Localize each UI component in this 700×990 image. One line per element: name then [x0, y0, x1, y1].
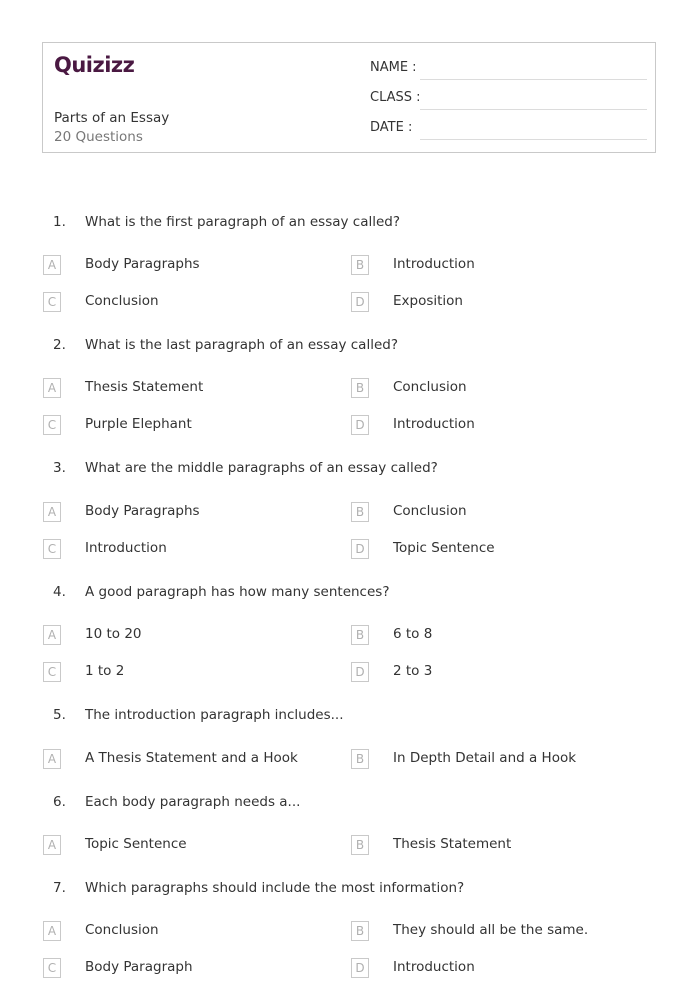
class-line [420, 109, 647, 110]
question-number: 4. [53, 584, 66, 600]
question-3 [0, 460, 700, 484]
option-letter: D [351, 415, 369, 435]
option-letter: B [351, 378, 369, 398]
option-letter: B [351, 255, 369, 275]
question-count: 20 Questions [54, 129, 143, 145]
question-number: 1. [53, 214, 66, 230]
quizizz-logo: Quizizz [54, 53, 135, 77]
option-text: They should all be the same. [393, 922, 589, 938]
option-letter: B [351, 502, 369, 522]
name-field[interactable] [370, 60, 647, 80]
option-text: Introduction [85, 540, 167, 556]
question-5 [0, 707, 700, 731]
option-text: Body Paragraph [85, 959, 193, 975]
name-label: NAME : [370, 60, 417, 75]
question-number: 3. [53, 460, 66, 476]
option-letter: A [43, 255, 61, 275]
option-text: 2 to 3 [393, 663, 433, 679]
option-text: Exposition [393, 293, 463, 309]
question-text: What are the middle paragraphs of an essay called? [85, 460, 438, 476]
option-letter: D [351, 292, 369, 312]
option-letter: B [351, 835, 369, 855]
option-text: In Depth Detail and a Hook [393, 750, 577, 766]
question-1 [0, 214, 700, 238]
worksheet-header [42, 42, 656, 153]
question-6 [0, 794, 700, 818]
option-letter: A [43, 378, 61, 398]
option-letter: C [43, 292, 61, 312]
option-letter: C [43, 415, 61, 435]
option-letter: A [43, 835, 61, 855]
date-line [420, 139, 647, 140]
option-letter: C [43, 958, 61, 978]
option-text: Introduction [393, 416, 475, 432]
question-number: 6. [53, 794, 66, 810]
option-letter: B [351, 921, 369, 941]
option-text: 10 to 20 [85, 626, 142, 642]
question-7 [0, 880, 700, 904]
option-letter: A [43, 625, 61, 645]
question-text: What is the last paragraph of an essay called? [85, 337, 398, 353]
option-text: Topic Sentence [393, 540, 495, 556]
question-text: The introduction paragraph includes... [85, 707, 344, 723]
question-number: 7. [53, 880, 66, 896]
date-label: DATE : [370, 120, 413, 135]
option-text: Body Paragraphs [85, 256, 200, 272]
option-text: A Thesis Statement and a Hook [85, 750, 298, 766]
worksheet-title: Parts of an Essay [54, 110, 170, 126]
option-letter: C [43, 662, 61, 682]
option-text: 6 to 8 [393, 626, 433, 642]
question-text: A good paragraph has how many sentences? [85, 584, 390, 600]
question-4 [0, 584, 700, 608]
question-2 [0, 337, 700, 361]
option-letter: C [43, 539, 61, 559]
date-field[interactable] [370, 120, 647, 140]
question-number: 2. [53, 337, 66, 353]
option-text: Thesis Statement [85, 379, 204, 395]
option-letter: D [351, 539, 369, 559]
question-number: 5. [53, 707, 66, 723]
option-text: 1 to 2 [85, 663, 125, 679]
option-text: Body Paragraphs [85, 503, 200, 519]
option-letter: B [351, 625, 369, 645]
option-letter: A [43, 749, 61, 769]
option-text: Conclusion [393, 379, 467, 395]
option-text: Topic Sentence [85, 836, 187, 852]
question-text: What is the first paragraph of an essay called? [85, 214, 401, 230]
option-text: Conclusion [393, 503, 467, 519]
question-text: Which paragraphs should include the most information? [85, 880, 465, 896]
option-letter: D [351, 662, 369, 682]
class-field[interactable] [370, 90, 647, 110]
option-letter: A [43, 921, 61, 941]
option-text: Conclusion [85, 293, 159, 309]
class-label: CLASS : [370, 90, 421, 105]
option-letter: A [43, 502, 61, 522]
option-letter: D [351, 958, 369, 978]
option-letter: B [351, 749, 369, 769]
name-line [420, 79, 647, 80]
option-text: Thesis Statement [393, 836, 512, 852]
option-text: Introduction [393, 959, 475, 975]
option-text: Purple Elephant [85, 416, 192, 432]
question-text: Each body paragraph needs a... [85, 794, 301, 810]
option-text: Conclusion [85, 922, 159, 938]
option-text: Introduction [393, 256, 475, 272]
